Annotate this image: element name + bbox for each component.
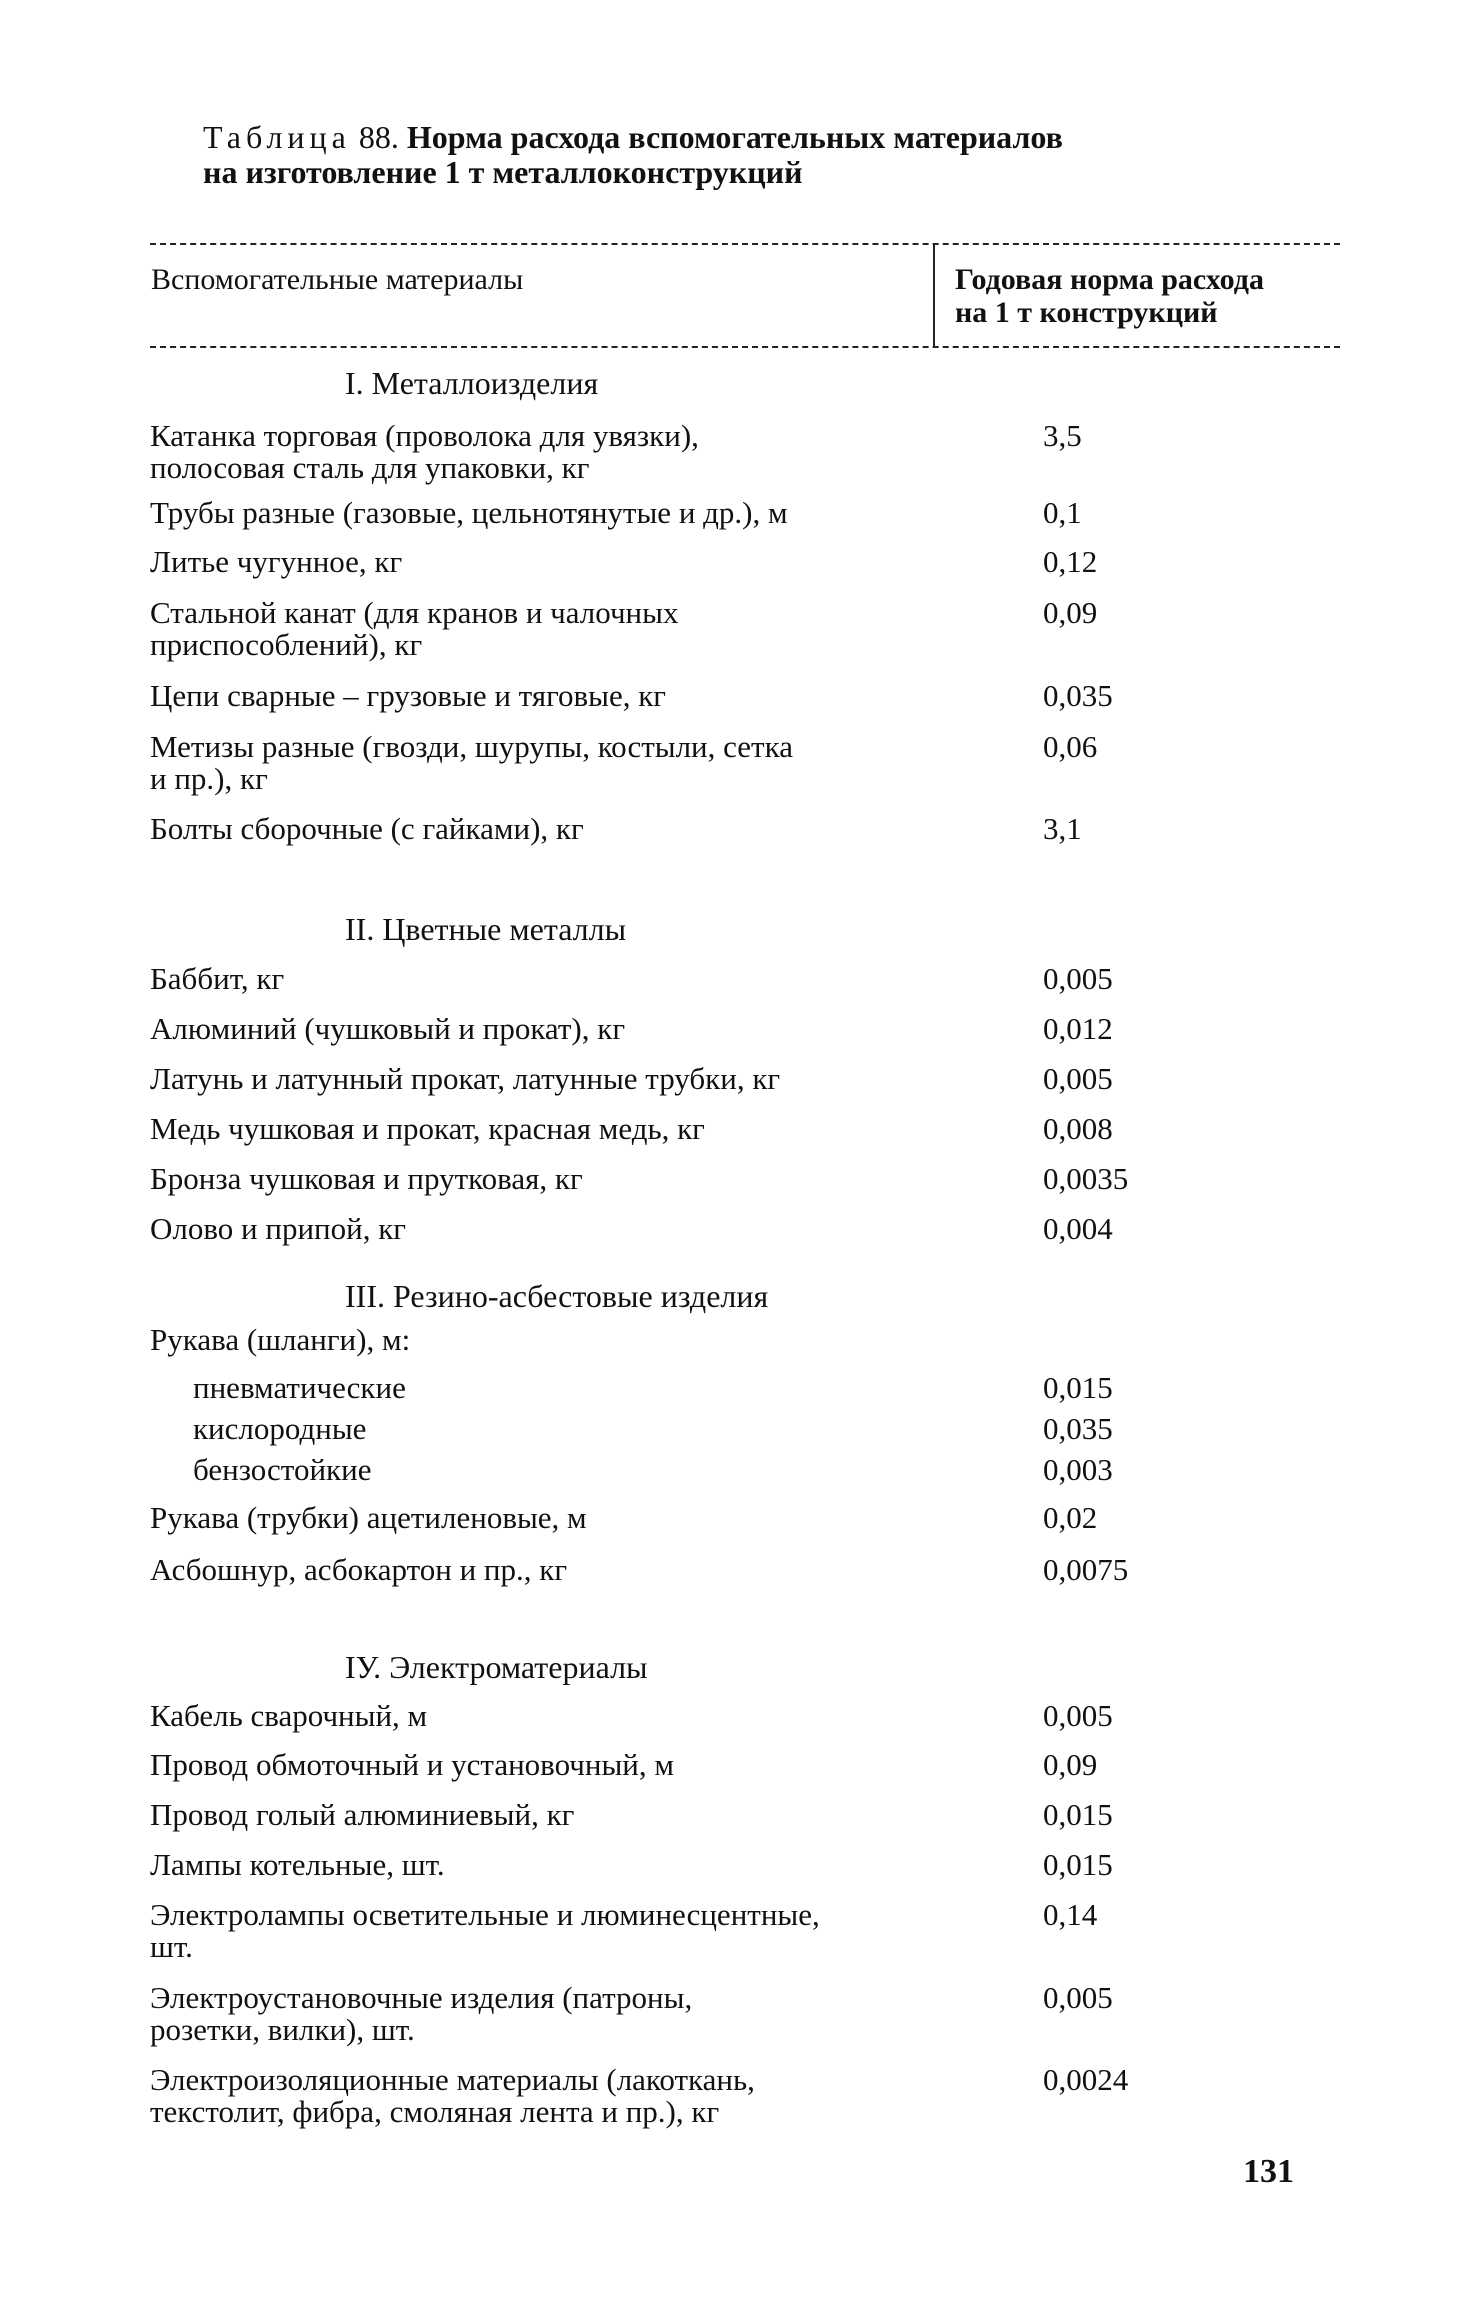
- item-value: 0,015: [1043, 1847, 1113, 1882]
- sub-item-label: пневматические: [193, 1370, 406, 1405]
- table-title-line2: на изготовление 1 т металлоконструкций: [203, 154, 803, 190]
- sub-item-label: бензостойкие: [193, 1452, 372, 1487]
- item-label: Медь чушковая и прокат, красная медь, кг: [150, 1111, 705, 1146]
- item-label: Провод обмоточный и установочный, м: [150, 1747, 675, 1782]
- item-value: 0,004: [1043, 1211, 1113, 1246]
- item-label: Болты сборочные (с гайками), кг: [150, 811, 584, 846]
- item-label: розетки, вилки), шт.: [150, 2012, 415, 2047]
- item-value: 0,02: [1043, 1500, 1098, 1535]
- section-title: IУ. Электроматериалы: [345, 1649, 648, 1685]
- header-column-divider: [933, 243, 935, 347]
- item-value: 0,012: [1043, 1011, 1113, 1046]
- table-caption: [203, 120, 1063, 154]
- item-value: 3,1: [1043, 811, 1082, 846]
- sub-item-label: кислородные: [193, 1411, 367, 1446]
- section-title: III. Резино-асбестовые изделия: [345, 1278, 769, 1314]
- item-value: 0,008: [1043, 1111, 1113, 1146]
- item-value: 0,14: [1043, 1897, 1098, 1932]
- page-number: 131: [1243, 2153, 1294, 2190]
- table-title-line1: Норма расхода вспомогательных материалов: [406, 119, 1063, 155]
- item-value: 0,12: [1043, 544, 1098, 579]
- item-value: 0,1: [1043, 495, 1082, 530]
- item-label: Провод голый алюминиевый, кг: [150, 1797, 575, 1832]
- item-value: 0,09: [1043, 595, 1098, 630]
- item-label: шт.: [150, 1929, 193, 1964]
- item-label: Трубы разные (газовые, цельнотянутые и др.), м: [150, 495, 788, 530]
- item-label: Цепи сварные – грузовые и тяговые, кг: [150, 678, 667, 713]
- item-label: Латунь и латунный прокат, латунные трубки, кг: [150, 1061, 781, 1096]
- item-value: 0,015: [1043, 1797, 1113, 1832]
- item-label: Электролампы осветительные и люминесцентные,: [150, 1897, 820, 1932]
- item-label: Олово и припой, кг: [150, 1211, 407, 1246]
- item-value: 0,035: [1043, 678, 1113, 713]
- item-label: Бронза чушковая и прутковая, кг: [150, 1161, 583, 1196]
- item-value: 0,003: [1043, 1452, 1113, 1487]
- item-label: Кабель сварочный, м: [150, 1698, 428, 1733]
- header-norm-line1: Годовая норма расхода: [955, 263, 1264, 296]
- item-label: Баббит, кг: [150, 961, 285, 996]
- header-materials: Вспомогательные материалы: [151, 263, 524, 296]
- item-value: 0,005: [1043, 1061, 1113, 1096]
- header-bottom-rule: [150, 346, 1340, 348]
- item-label: Стальной канат (для кранов и чалочных: [150, 595, 679, 630]
- item-value: 0,015: [1043, 1370, 1113, 1405]
- item-label: Рукава (трубки) ацетиленовые, м: [150, 1500, 587, 1535]
- section-title: I. Металлоизделия: [345, 365, 599, 401]
- section-title: II. Цветные металлы: [345, 911, 627, 947]
- item-value: 0,035: [1043, 1411, 1113, 1446]
- item-label: Катанка торговая (проволока для увязки),: [150, 418, 699, 453]
- table-number: 88.: [358, 119, 399, 155]
- item-label: полосовая сталь для упаковки, кг: [150, 450, 590, 485]
- item-label: Рукава (шланги), м:: [150, 1322, 411, 1357]
- item-label: Алюминий (чушковый и прокат), кг: [150, 1011, 626, 1046]
- item-label: и пр.), кг: [150, 761, 268, 796]
- item-label: текстолит, фибра, смоляная лента и пр.), кг: [150, 2094, 720, 2129]
- item-value: 0,005: [1043, 1980, 1113, 2015]
- item-label: Асбошнур, асбокартон и пр., кг: [150, 1552, 568, 1587]
- item-label: Электроизоляционные материалы (лакоткань,: [150, 2062, 755, 2097]
- item-value: 0,0024: [1043, 2062, 1129, 2097]
- item-label: Литье чугунное, кг: [150, 544, 403, 579]
- item-value: 0,0075: [1043, 1552, 1129, 1587]
- item-label: Метизы разные (гвозди, шурупы, костыли, сетка: [150, 729, 793, 764]
- table-label: Таблица: [203, 119, 351, 155]
- item-value: 0,09: [1043, 1747, 1098, 1782]
- header-top-rule: [150, 243, 1340, 245]
- item-label: Лампы котельные, шт.: [150, 1847, 445, 1882]
- item-value: 0,005: [1043, 961, 1113, 996]
- item-value: 0,0035: [1043, 1161, 1129, 1196]
- header-norm-line2: на 1 т конструкций: [955, 296, 1218, 329]
- item-value: 0,06: [1043, 729, 1098, 764]
- item-value: 0,005: [1043, 1698, 1113, 1733]
- item-label: приспособлений), кг: [150, 627, 423, 662]
- item-value: 3,5: [1043, 418, 1082, 453]
- item-label: Электроустановочные изделия (патроны,: [150, 1980, 693, 2015]
